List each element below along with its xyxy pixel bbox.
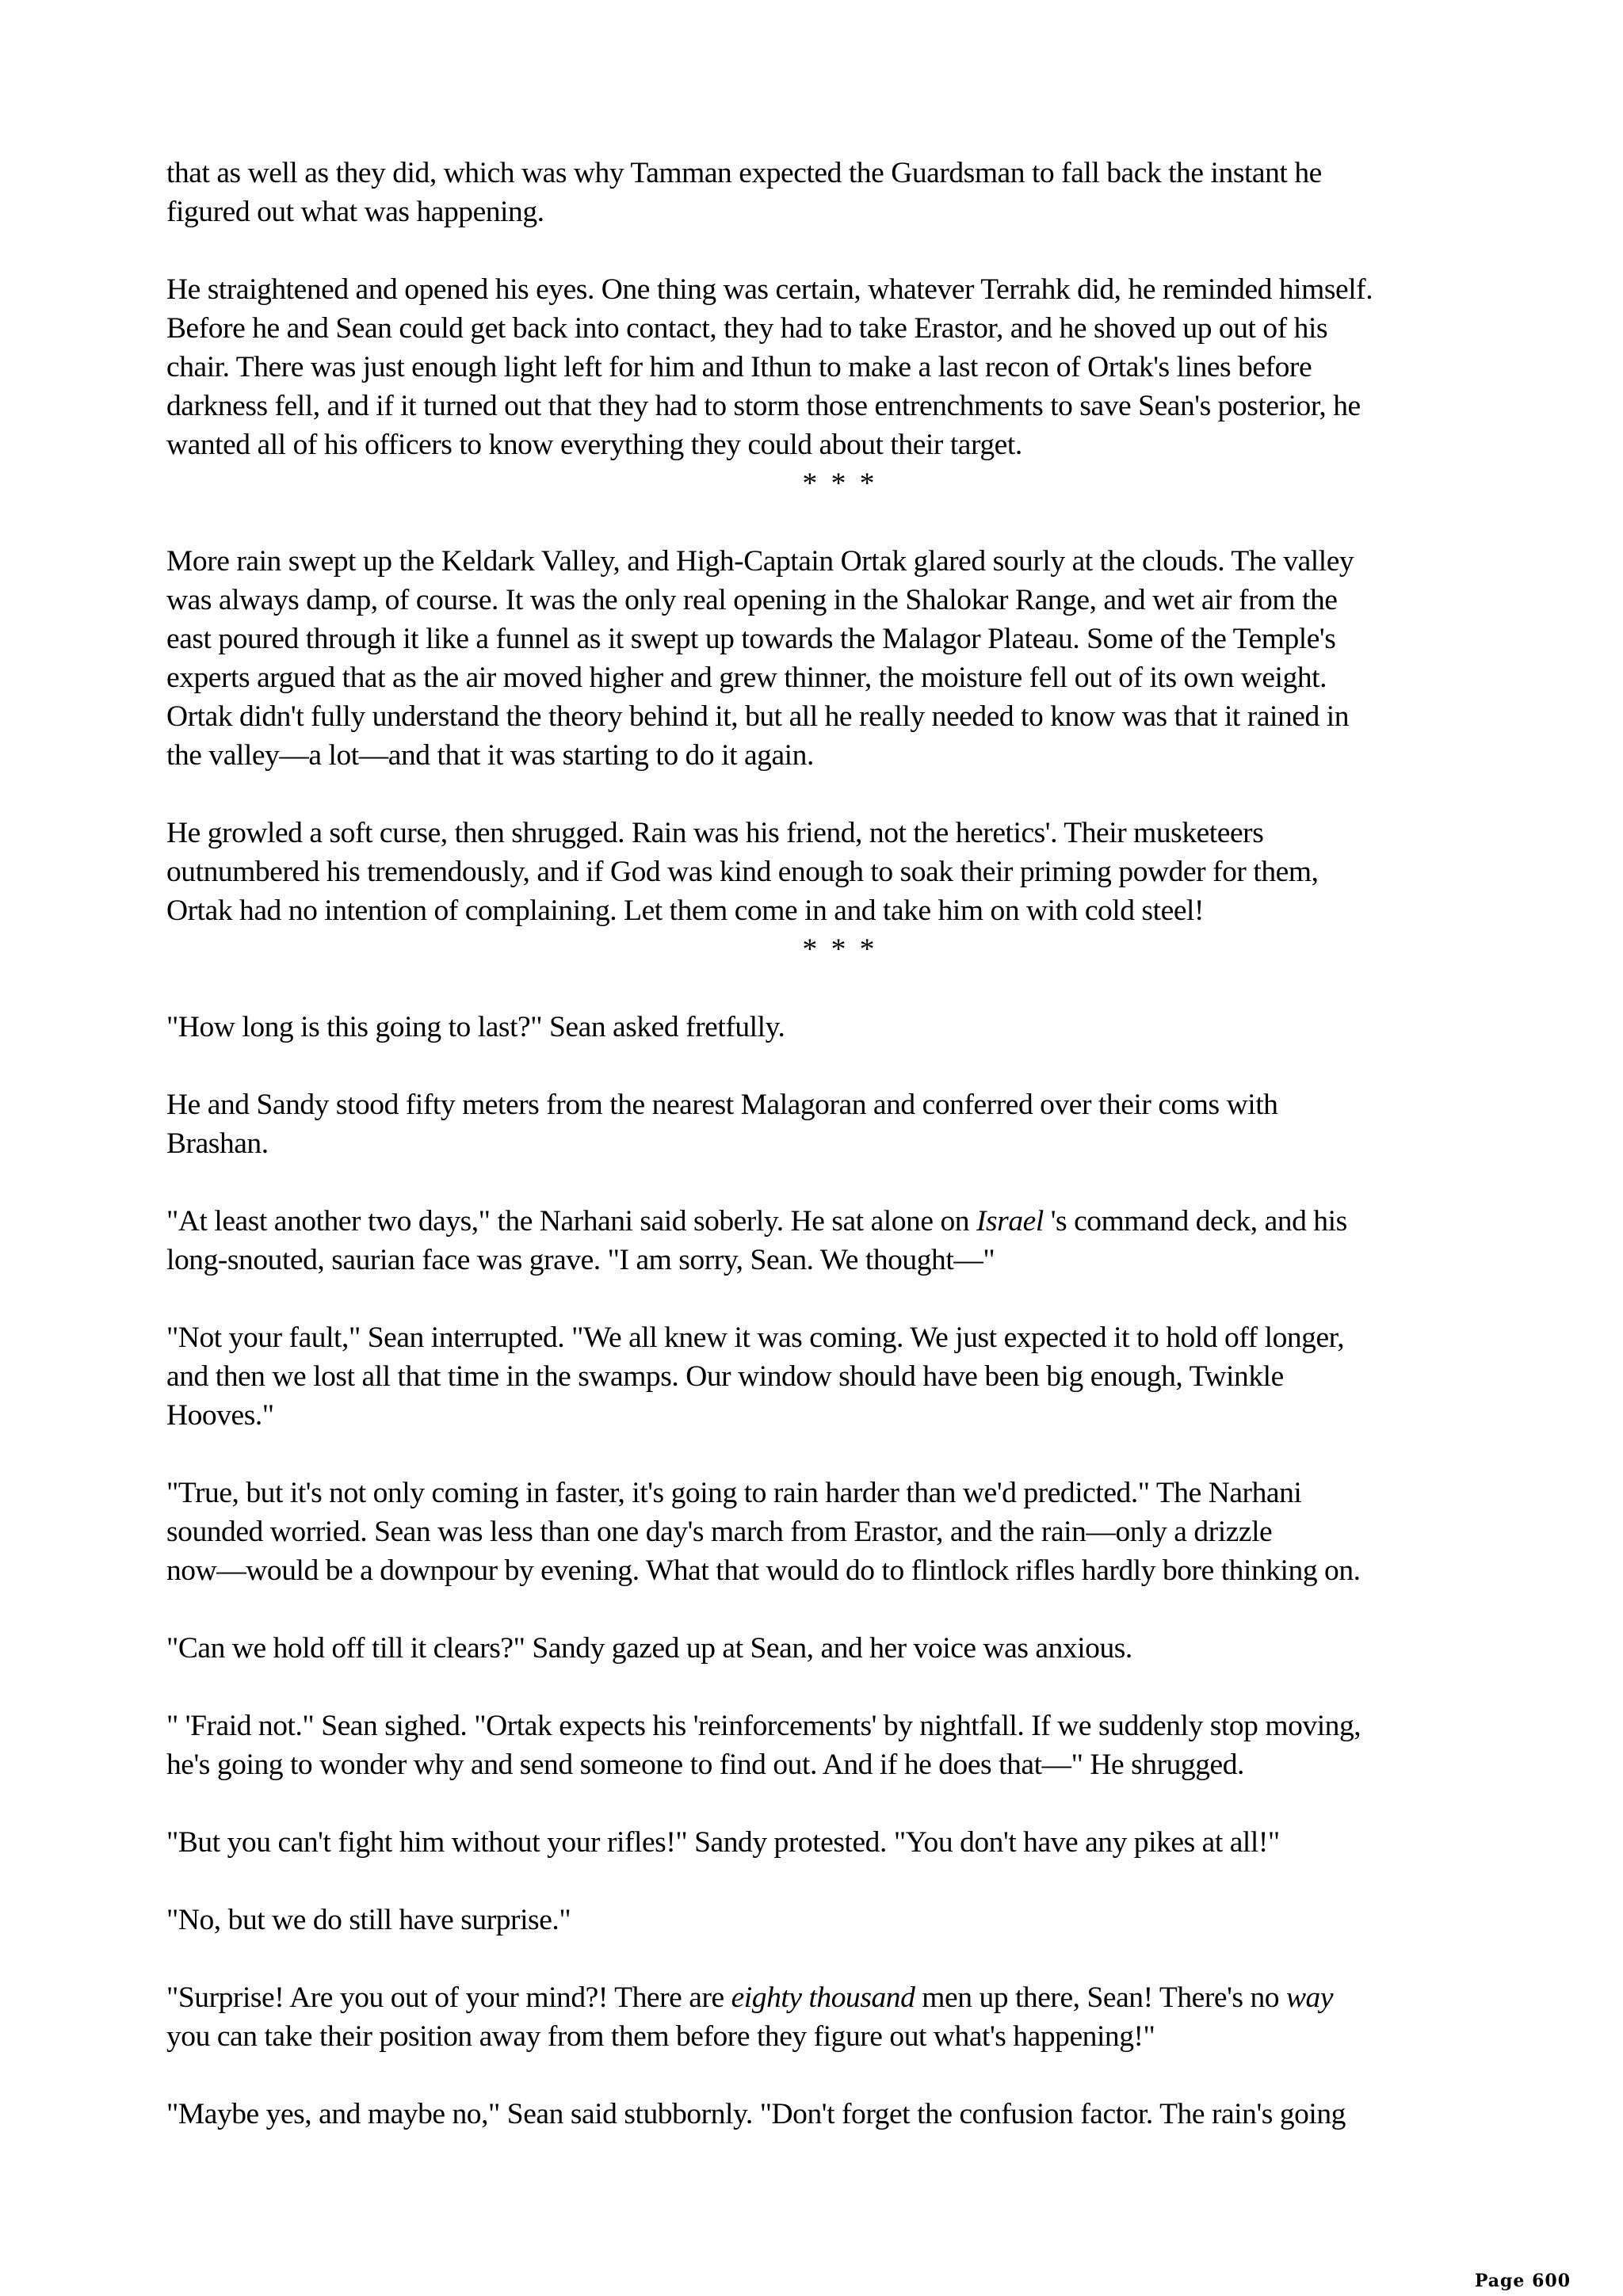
emphasis: way — [1285, 1981, 1334, 2014]
paragraph: "Maybe yes, and maybe no," Sean said stubbornly. "Don't forget the confusion factor. The rain's going — [166, 2098, 1346, 2130]
page-text — [166, 154, 1482, 2172]
scene-break: * * * — [802, 933, 878, 966]
paragraph: More rain swept up the Keldark Valley, and High-Captain Ortak glared sourly at the clouds. The valley was always damp, of course. It was the only real opening in the Shalokar Range, and wet air from the east poured through it like a funnel as it swept up towards the Malagor Plateau. Some of the Temple's experts argued that as the air moved higher and grew thinner, the moisture fell out of its own weight. Ortak didn't fully understand the theory behind it, but all he really needed to know was that it rained in the valley—a lot—and that it was starting to do it again. — [166, 545, 1354, 772]
paragraph: "At least another two days," the Narhani said soberly. He sat alone on Israel 's command deck, and his long-snouted, saurian face was grave. "I am sorry, Sean. We thought—" — [166, 1205, 1347, 1276]
paragraph: "Surprise! Are you out of your mind?! There are eighty thousand men up there, Sean! There's no way you can take their position away from them before they figure out what's happening!" — [166, 1981, 1334, 2053]
emphasis: eighty thousand — [731, 1981, 915, 2014]
ship-name: Israel — [976, 1205, 1044, 1238]
page-number: Page 600 — [1474, 2271, 1571, 2291]
paragraph: "Not your fault," Sean interrupted. "We all knew it was coming. We just expected it to hold off longer, and then we lost all that time in the swamps. Our window should have been big enough, Twinkle Hooves." — [166, 1322, 1345, 1432]
paragraph: He and Sandy stood fifty meters from the nearest Malagoran and conferred over their coms with Brashan. — [166, 1089, 1278, 1160]
scene-break: * * * — [802, 467, 878, 500]
paragraph: He growled a soft curse, then shrugged. Rain was his friend, not the heretics'. Their musketeers outnumbered his tremendously, and if God was kind enough to soak their priming powder for them, Ortak had no intention of complaining. Let them come in and take him on with cold steel! — [166, 817, 1319, 927]
paragraph: He straightened and opened his eyes. One thing was certain, whatever Terrahk did, he reminded himself. Before he and Sean could get back into contact, they had to take Erastor, and he shoved up out of his chair. There was just enough light left for him and Ithun to make a last recon of Ortak's lines before darkness fell, and if it turned out that they had to storm those entrenchments to save Sean's posterior, he wanted all of his officers to know everything they could about their target. — [166, 273, 1373, 461]
paragraph: "True, but it's not only coming in faster, it's going to rain harder than we'd predicted." The Narhani sounded worried. Sean was less than one day's march from Erastor, and the rain—only a drizzle now—would be a downpour by evening. What that would do to flintlock rifles hardly bore thinking on. — [166, 1477, 1361, 1587]
paragraph: that as well as they did, which was why Tamman expected the Guardsman to fall back the instant he figured out what was happening. — [166, 157, 1322, 228]
paragraph: "Can we hold off till it clears?" Sandy gazed up at Sean, and her voice was anxious. — [166, 1632, 1132, 1665]
paragraph: "No, but we do still have surprise." — [166, 1904, 571, 1936]
paragraph: " 'Fraid not." Sean sighed. "Ortak expects his 'reinforcements' by nightfall. If we suddenly stop moving, he's going to wonder why and send someone to find out. And if he does that—" He shrugged. — [166, 1710, 1361, 1781]
paragraph: "But you can't fight him without your rifles!" Sandy protested. "You don't have any pikes at all!" — [166, 1826, 1280, 1859]
paragraph: "How long is this going to last?" Sean asked fretfully. — [166, 1011, 785, 1043]
